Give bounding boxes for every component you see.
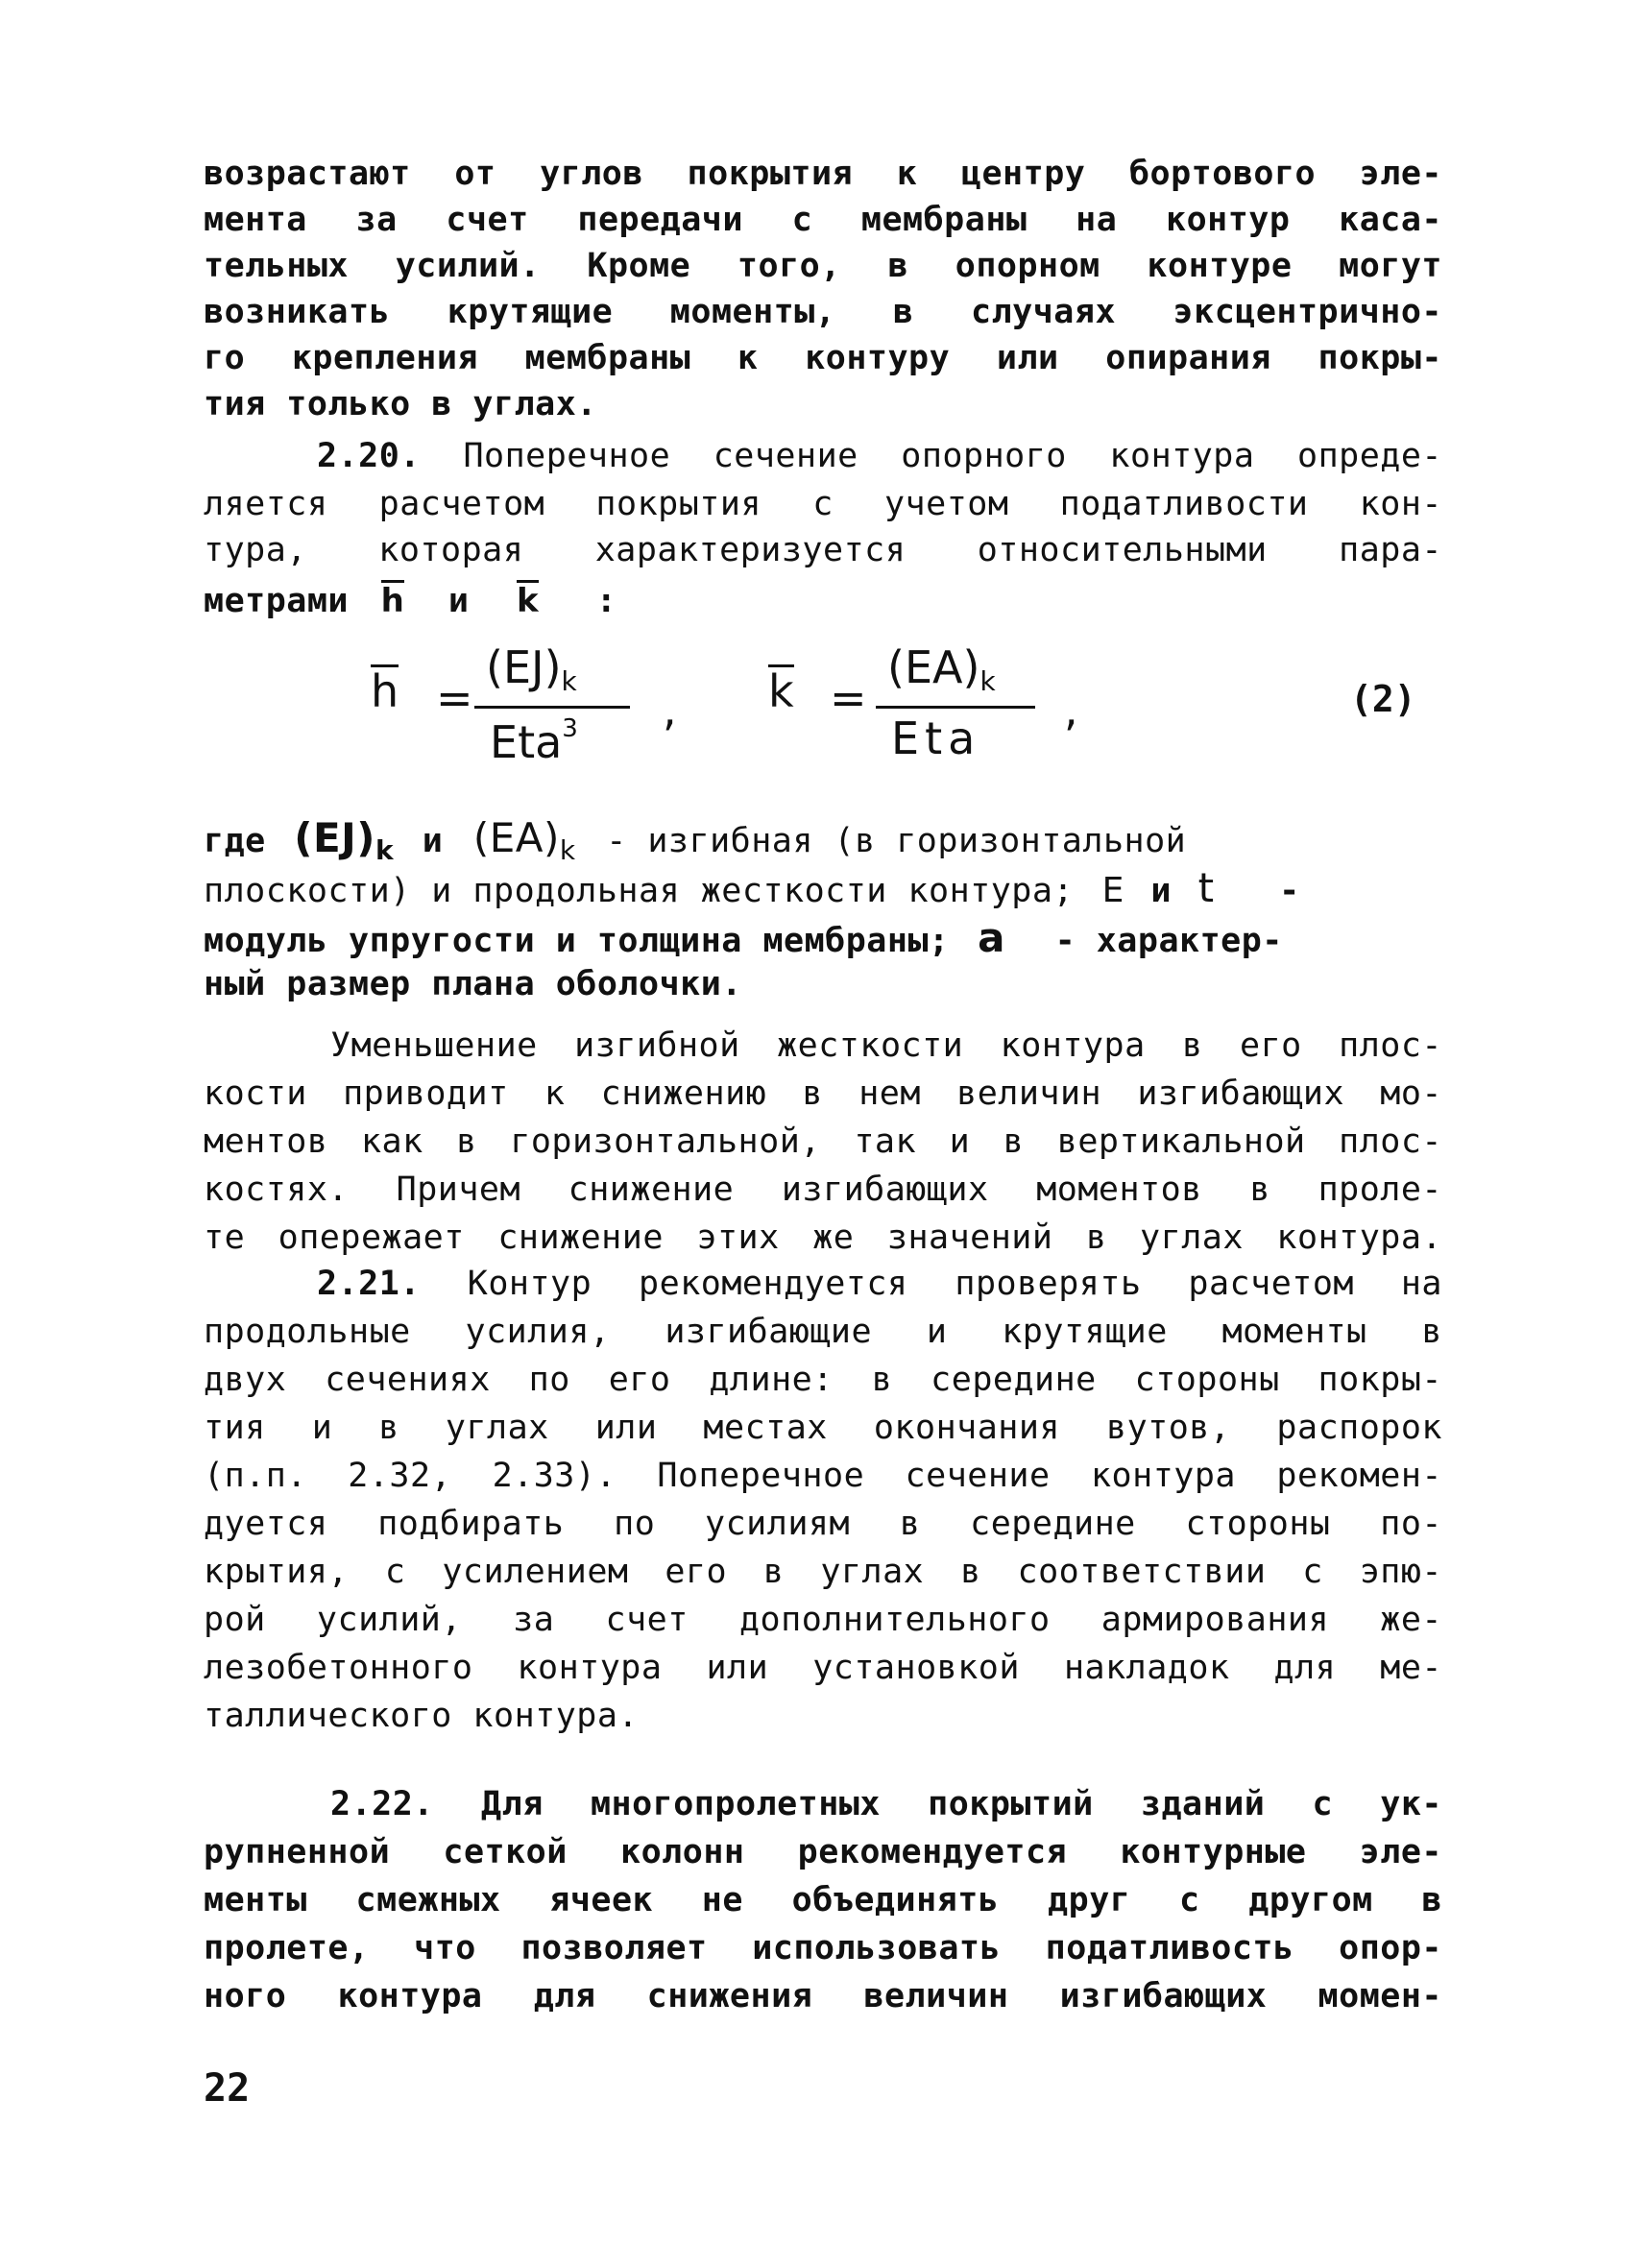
text-line: ментов как в горизонтальной, так и в вертикальной плос- (204, 1122, 1442, 1161)
text-line: мента за счет передачи с мембраны на контур каса- (204, 201, 1442, 239)
symbol-text: (EA) (472, 814, 560, 861)
text-fragment: - (1279, 872, 1300, 910)
text-fragment: : (595, 582, 617, 620)
symbol-subscript: k (559, 834, 576, 866)
symbol-a: a (978, 914, 1006, 961)
text-line: дуется подбирать по усилиям в середине стороны по- (204, 1505, 1442, 1543)
section-number: 2.20. (317, 437, 421, 475)
text-fragment: и (422, 822, 444, 860)
text-line: тия только в углах. (204, 385, 597, 423)
text-line: Поперечное сечение опорного контура опреде- (463, 437, 1442, 475)
definition-line-3 (204, 914, 1442, 961)
formula-equals: = (830, 672, 867, 724)
section-2-20-first-line (317, 437, 1442, 475)
text-line: ляется расчетом покрытия с учетом податливости кон- (204, 485, 1442, 523)
equation-number: (2) (1350, 678, 1416, 720)
page-number: 22 (204, 2066, 251, 2111)
section-2-21-first-line (317, 1267, 1442, 1301)
text-line: (п.п. 2.32, 2.33). Поперечное сечение контура рекомен- (204, 1457, 1442, 1495)
text-fragment: где (204, 822, 266, 860)
text-line: ного контура для снижения величин изгибающих момен- (204, 1977, 1442, 2015)
text-line: двух сечениях по его длине: в середине стороны покры- (204, 1361, 1442, 1399)
text-fragment: - характер- (1054, 922, 1283, 960)
numerator-text: (EA) (887, 641, 980, 693)
formula-lhs-h: h (371, 665, 399, 717)
formula-equals: = (436, 672, 473, 724)
text-fragment: - изгибная (в горизонтальной (606, 822, 1187, 860)
text-line: костях. Причем снижение изгибающих моментов в проле- (204, 1170, 1442, 1209)
text-fragment: метрами (204, 582, 350, 620)
numerator-subscript: k (561, 665, 577, 697)
text-fragment: и (447, 582, 470, 620)
formula-numerator-1 (486, 641, 577, 697)
text-line: пролете, что позволяет использовать податливость опор- (204, 1929, 1442, 1967)
formula-denominator-2: Eta (891, 712, 981, 764)
definition-line-2 (204, 864, 1442, 911)
symbol-e: E (1101, 871, 1124, 910)
text-line: лезобетонного контура или установкой накладок для ме- (204, 1649, 1442, 1687)
text-line: Уменьшение изгибной жесткости контура в его плос- (330, 1026, 1442, 1065)
section-number: 2.21. (317, 1265, 421, 1303)
symbol-h-bar: h (380, 582, 405, 620)
text-line: Для многопролетных покрытий зданий с ук- (481, 1785, 1442, 1823)
parameters-line (204, 580, 1442, 618)
text-line: возникать крутящие моменты, в случаях эксцентрично- (204, 293, 1442, 331)
formula-denominator-1 (490, 714, 578, 768)
definition-line-1 (204, 814, 1442, 866)
text-line: тельных усилий. Кроме того, в опорном контуре могут (204, 247, 1442, 285)
denominator-text: Eta (490, 716, 563, 768)
text-line: Контур рекомендуется проверять расчетом на (467, 1265, 1443, 1303)
section-number: 2.22. (330, 1785, 434, 1823)
text-line: тура, которая характеризуется относительными пара- (204, 531, 1442, 569)
formula-lhs-k: k (768, 665, 794, 717)
text-line: рупненной сеткой колонн рекомендуется контурные эле- (204, 1833, 1442, 1871)
symbol-ej-k (294, 814, 395, 866)
text-line: ный размер плана оболочки. (204, 965, 742, 1003)
symbol-t: t (1197, 864, 1215, 911)
fraction-bar-2 (876, 706, 1035, 709)
formula-comma: , (1064, 684, 1078, 736)
text-line: рой усилий, за счет дополнительного армирования же- (204, 1601, 1442, 1639)
fraction-bar-1 (474, 706, 630, 709)
text-line: таллического контура. (204, 1697, 640, 1735)
text-fragment: плоскости) и продольная жесткости контура; (204, 872, 1075, 910)
formula-comma: , (663, 684, 677, 736)
text-line: те опережает снижение этих же значений в углах контура. (204, 1218, 1442, 1257)
text-line: крытия, с усилением его в углах в соответствии с эпю- (204, 1553, 1442, 1591)
symbol-subscript: k (375, 834, 395, 866)
denominator-superscript: 3 (562, 714, 578, 743)
symbol-k-bar: k (517, 582, 540, 620)
text-line: кости приводит к снижению в нем величин изгибающих мо- (204, 1074, 1442, 1113)
symbol-text: (EJ) (294, 814, 376, 861)
symbol-ea-k (472, 814, 576, 866)
text-line: возрастают от углов покрытия к центру бортового эле- (204, 155, 1442, 193)
text-line: продольные усилия, изгибающие и крутящие моменты в (204, 1313, 1442, 1351)
text-fragment: модуль упругости и толщина мембраны; (204, 922, 950, 960)
numerator-subscript: k (979, 665, 996, 697)
numerator-text: (EJ) (486, 641, 562, 693)
text-line: го крепления мембраны к контуру или опирания покры- (204, 339, 1442, 377)
section-2-22-first-line (330, 1785, 1442, 1823)
text-fragment: и (1150, 872, 1172, 910)
text-line: тия и в углах или местах окончания вутов, распорок (204, 1409, 1442, 1447)
text-line: менты смежных ячеек не объединять друг с другом в (204, 1881, 1442, 1919)
formula-numerator-2 (887, 641, 996, 697)
